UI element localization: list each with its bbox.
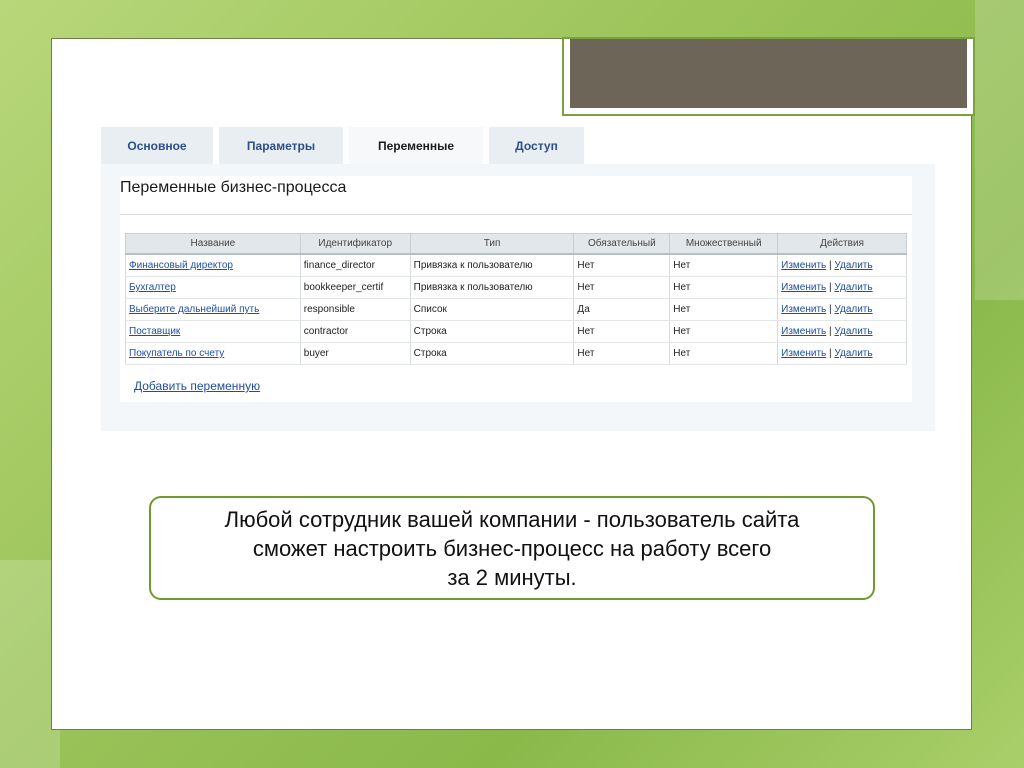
tab-main[interactable] <box>101 127 213 164</box>
edit-link[interactable]: Изменить <box>781 282 827 293</box>
column-header[interactable]: Тип <box>410 234 574 255</box>
edit-link[interactable]: Изменить <box>781 304 827 315</box>
row-actions <box>778 299 907 321</box>
action-separator: | <box>829 260 832 271</box>
callout-text <box>167 505 857 592</box>
action-separator: | <box>829 282 832 293</box>
variable-id: contractor <box>300 321 410 343</box>
tab-access[interactable] <box>489 127 584 164</box>
divider <box>120 214 912 215</box>
add-variable-link[interactable]: Добавить переменную <box>134 379 261 393</box>
variable-id: buyer <box>300 343 410 365</box>
callout-box <box>149 496 875 600</box>
row-actions <box>778 343 907 365</box>
variable-required: Нет <box>574 321 670 343</box>
tab-parameters[interactable] <box>219 127 343 164</box>
photo-image <box>570 39 967 108</box>
variable-required: Нет <box>574 254 670 277</box>
edit-link[interactable]: Изменить <box>781 326 827 337</box>
delete-link[interactable]: Удалить <box>834 326 873 337</box>
delete-link[interactable]: Удалить <box>834 260 873 271</box>
row-actions <box>778 277 907 299</box>
action-separator: | <box>829 326 832 337</box>
variable-name-link[interactable]: Покупатель по счету <box>129 348 225 359</box>
column-header[interactable]: Обязательный <box>574 234 670 255</box>
variable-type: Строка <box>410 343 574 365</box>
table-row <box>126 277 907 299</box>
variables-section <box>120 176 912 402</box>
tab-label: Переменные <box>377 139 455 153</box>
photo-frame <box>562 37 975 116</box>
table-header-row <box>126 234 907 255</box>
callout-line: за 2 минуты. <box>447 564 577 590</box>
variable-required: Нет <box>574 277 670 299</box>
delete-link[interactable]: Удалить <box>834 304 873 315</box>
variable-name-link[interactable]: Бухгалтер <box>129 282 176 293</box>
edit-link[interactable]: Изменить <box>781 348 827 359</box>
delete-link[interactable]: Удалить <box>834 282 873 293</box>
variable-required: Нет <box>574 343 670 365</box>
variable-type: Привязка к пользователю <box>410 277 574 299</box>
tab-label: Основное <box>127 138 187 153</box>
variable-name-link[interactable]: Финансовый директор <box>129 260 233 271</box>
action-separator: | <box>829 304 832 315</box>
tab-content <box>101 164 935 431</box>
edit-link[interactable]: Изменить <box>781 260 827 271</box>
table-row <box>126 254 907 277</box>
background-stripe <box>975 0 1024 300</box>
bp-settings-panel <box>101 127 935 431</box>
variable-id: bookkeeper_certif <box>300 277 410 299</box>
variable-name-link[interactable]: Поставщик <box>129 326 181 337</box>
variable-multiple: Нет <box>670 254 778 277</box>
variable-required: Да <box>574 299 670 321</box>
table-row <box>126 299 907 321</box>
tab-label: Доступ <box>515 138 558 153</box>
column-header: Действия <box>778 234 907 255</box>
variable-multiple: Нет <box>670 321 778 343</box>
variable-id: responsible <box>300 299 410 321</box>
action-separator: | <box>829 348 832 359</box>
callout-line: Любой сотрудник вашей компании - пользователь сайта <box>224 506 800 532</box>
variable-multiple: Нет <box>670 343 778 365</box>
section-title: Переменные бизнес-процесса <box>120 179 347 196</box>
variable-type: Привязка к пользователю <box>410 254 574 277</box>
column-header[interactable]: Идентификатор <box>300 234 410 255</box>
variable-id: finance_director <box>300 254 410 277</box>
column-header[interactable]: Название <box>126 234 301 255</box>
variable-type: Список <box>410 299 574 321</box>
table-row <box>126 343 907 365</box>
delete-link[interactable]: Удалить <box>834 348 873 359</box>
tab-label: Параметры <box>246 138 316 153</box>
callout-line: сможет настроить бизнес-процесс на работу всего <box>252 535 772 561</box>
variables-table <box>125 233 907 365</box>
variable-name-link[interactable]: Выберите дальнейший путь <box>129 304 260 315</box>
variable-multiple: Нет <box>670 277 778 299</box>
column-header[interactable]: Множественный <box>670 234 778 255</box>
variable-type: Строка <box>410 321 574 343</box>
table-row <box>126 321 907 343</box>
tab-variables[interactable] <box>349 127 483 165</box>
row-actions <box>778 321 907 343</box>
row-actions <box>778 254 907 277</box>
variable-multiple: Нет <box>670 299 778 321</box>
